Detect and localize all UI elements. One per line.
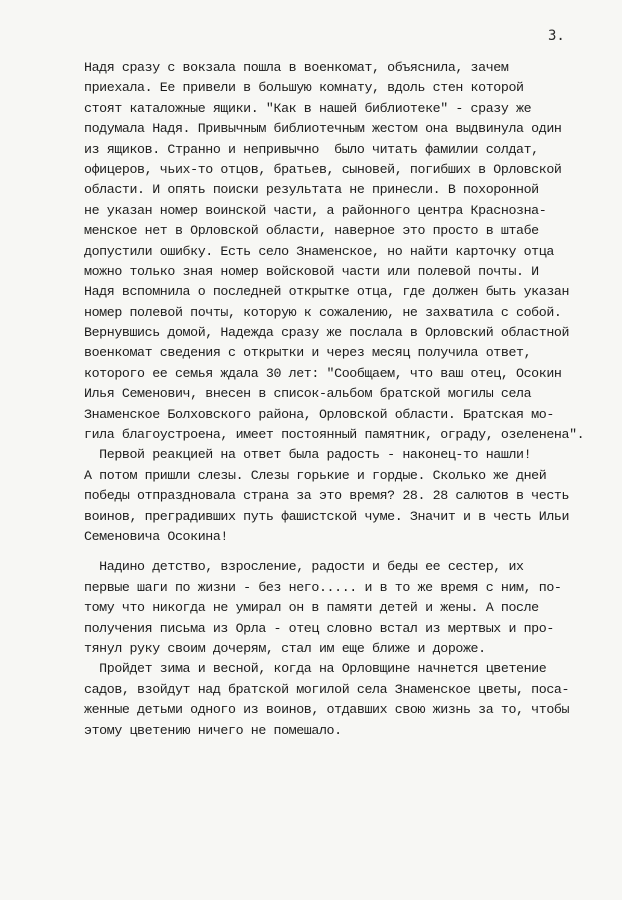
text-line: садов, взойдут над братской могилой села Знаменское цветы, поса- — [84, 681, 570, 697]
text-line: тому что никогда не умирал он в памяти детей и жены. А после — [84, 600, 539, 616]
page-number: 3. — [548, 28, 565, 44]
text-line: допустили ошибку. Есть село Знаменское, но найти карточку отца — [84, 243, 554, 259]
text-line: получения письма из Орла - отец словно встал из мертвых и про- — [84, 620, 554, 636]
text-line: Илья Семенович, внесен в список-альбом братской могилы села — [84, 386, 532, 402]
text-line: Знаменское Болховского района, Орловской области. Братская мо- — [84, 406, 554, 422]
text-line: этому цветению ничего не помешало. — [84, 722, 342, 738]
text-line: приехала. Ее привели в большую комнату, вдоль стен которой — [84, 80, 524, 96]
text-line: тянул руку своим дочерям, стал им еще ближе и дороже. — [84, 640, 486, 656]
text-line: Вернувшись домой, Надежда сразу же послала в Орловский областной — [84, 325, 570, 341]
text-line: менское нет в Орловской области, наверное это просто в штабе — [84, 223, 539, 239]
paragraph-gap — [84, 547, 604, 557]
text-line: которого ее семья ждала 30 лет: "Сообщаем, что ваш отец, Осокин — [84, 365, 562, 381]
text-line: Надя вспомнила о последней открытке отца, где должен быть указан — [84, 284, 570, 300]
text-line: Первой реакцией на ответ была радость - наконец-то нашли! — [84, 447, 532, 463]
text-line: победы отпраздновала страна за это время? 28. 28 салютов в честь — [84, 488, 570, 504]
text-line: Семеновича Осокина! — [84, 528, 229, 544]
text-line: стоят каталожные ящики. "Как в нашей библиотеке" - сразу же — [84, 100, 532, 116]
text-line: не указан номер воинской части, а районного центра Краснозна- — [84, 202, 547, 218]
text-line: воинов, преградивших путь фашистской чуме. Значит и в честь Ильи — [84, 508, 570, 524]
text-line: номер полевой почты, которую к сожалению, не захватила с собой. — [84, 304, 562, 320]
text-line: Пройдет зима и весной, когда на Орловщине начнется цветение — [84, 661, 547, 677]
text-line: Надя сразу с вокзала пошла в военкомат, объяснила, зачем — [84, 60, 509, 75]
text-line: подумала Надя. Привычным библиотечным жестом она выдвинула один — [84, 121, 562, 137]
text-line: можно только зная номер войсковой части или полевой почты. И — [84, 263, 539, 279]
text-line: женные детьми одного из воинов, отдавших свою жизнь за то, чтобы — [84, 702, 570, 718]
text-line: первые шаги по жизни - без него..... и в то же время с ним, по- — [84, 579, 562, 595]
text-line: военкомат сведения с открытки и через месяц получила ответ, — [84, 345, 532, 361]
text-line: офицеров, чьих-то отцов, братьев, сыновей, погибших в Орловской — [84, 161, 562, 177]
typewritten-text — [84, 58, 604, 741]
text-line: Надино детство, взросление, радости и беды ее сестер, их — [84, 559, 524, 575]
text-line: гила благоустроена, имеет постоянный памятник, ограду, озеленена". — [84, 427, 585, 443]
text-line: А потом пришли слезы. Слезы горькие и гордые. Сколько же дней — [84, 467, 547, 483]
text-line: области. И опять поиски результата не принесли. В похоронной — [84, 182, 539, 198]
text-line: из ящиков. Странно и непривычно было читать фамилии солдат, — [84, 141, 539, 157]
